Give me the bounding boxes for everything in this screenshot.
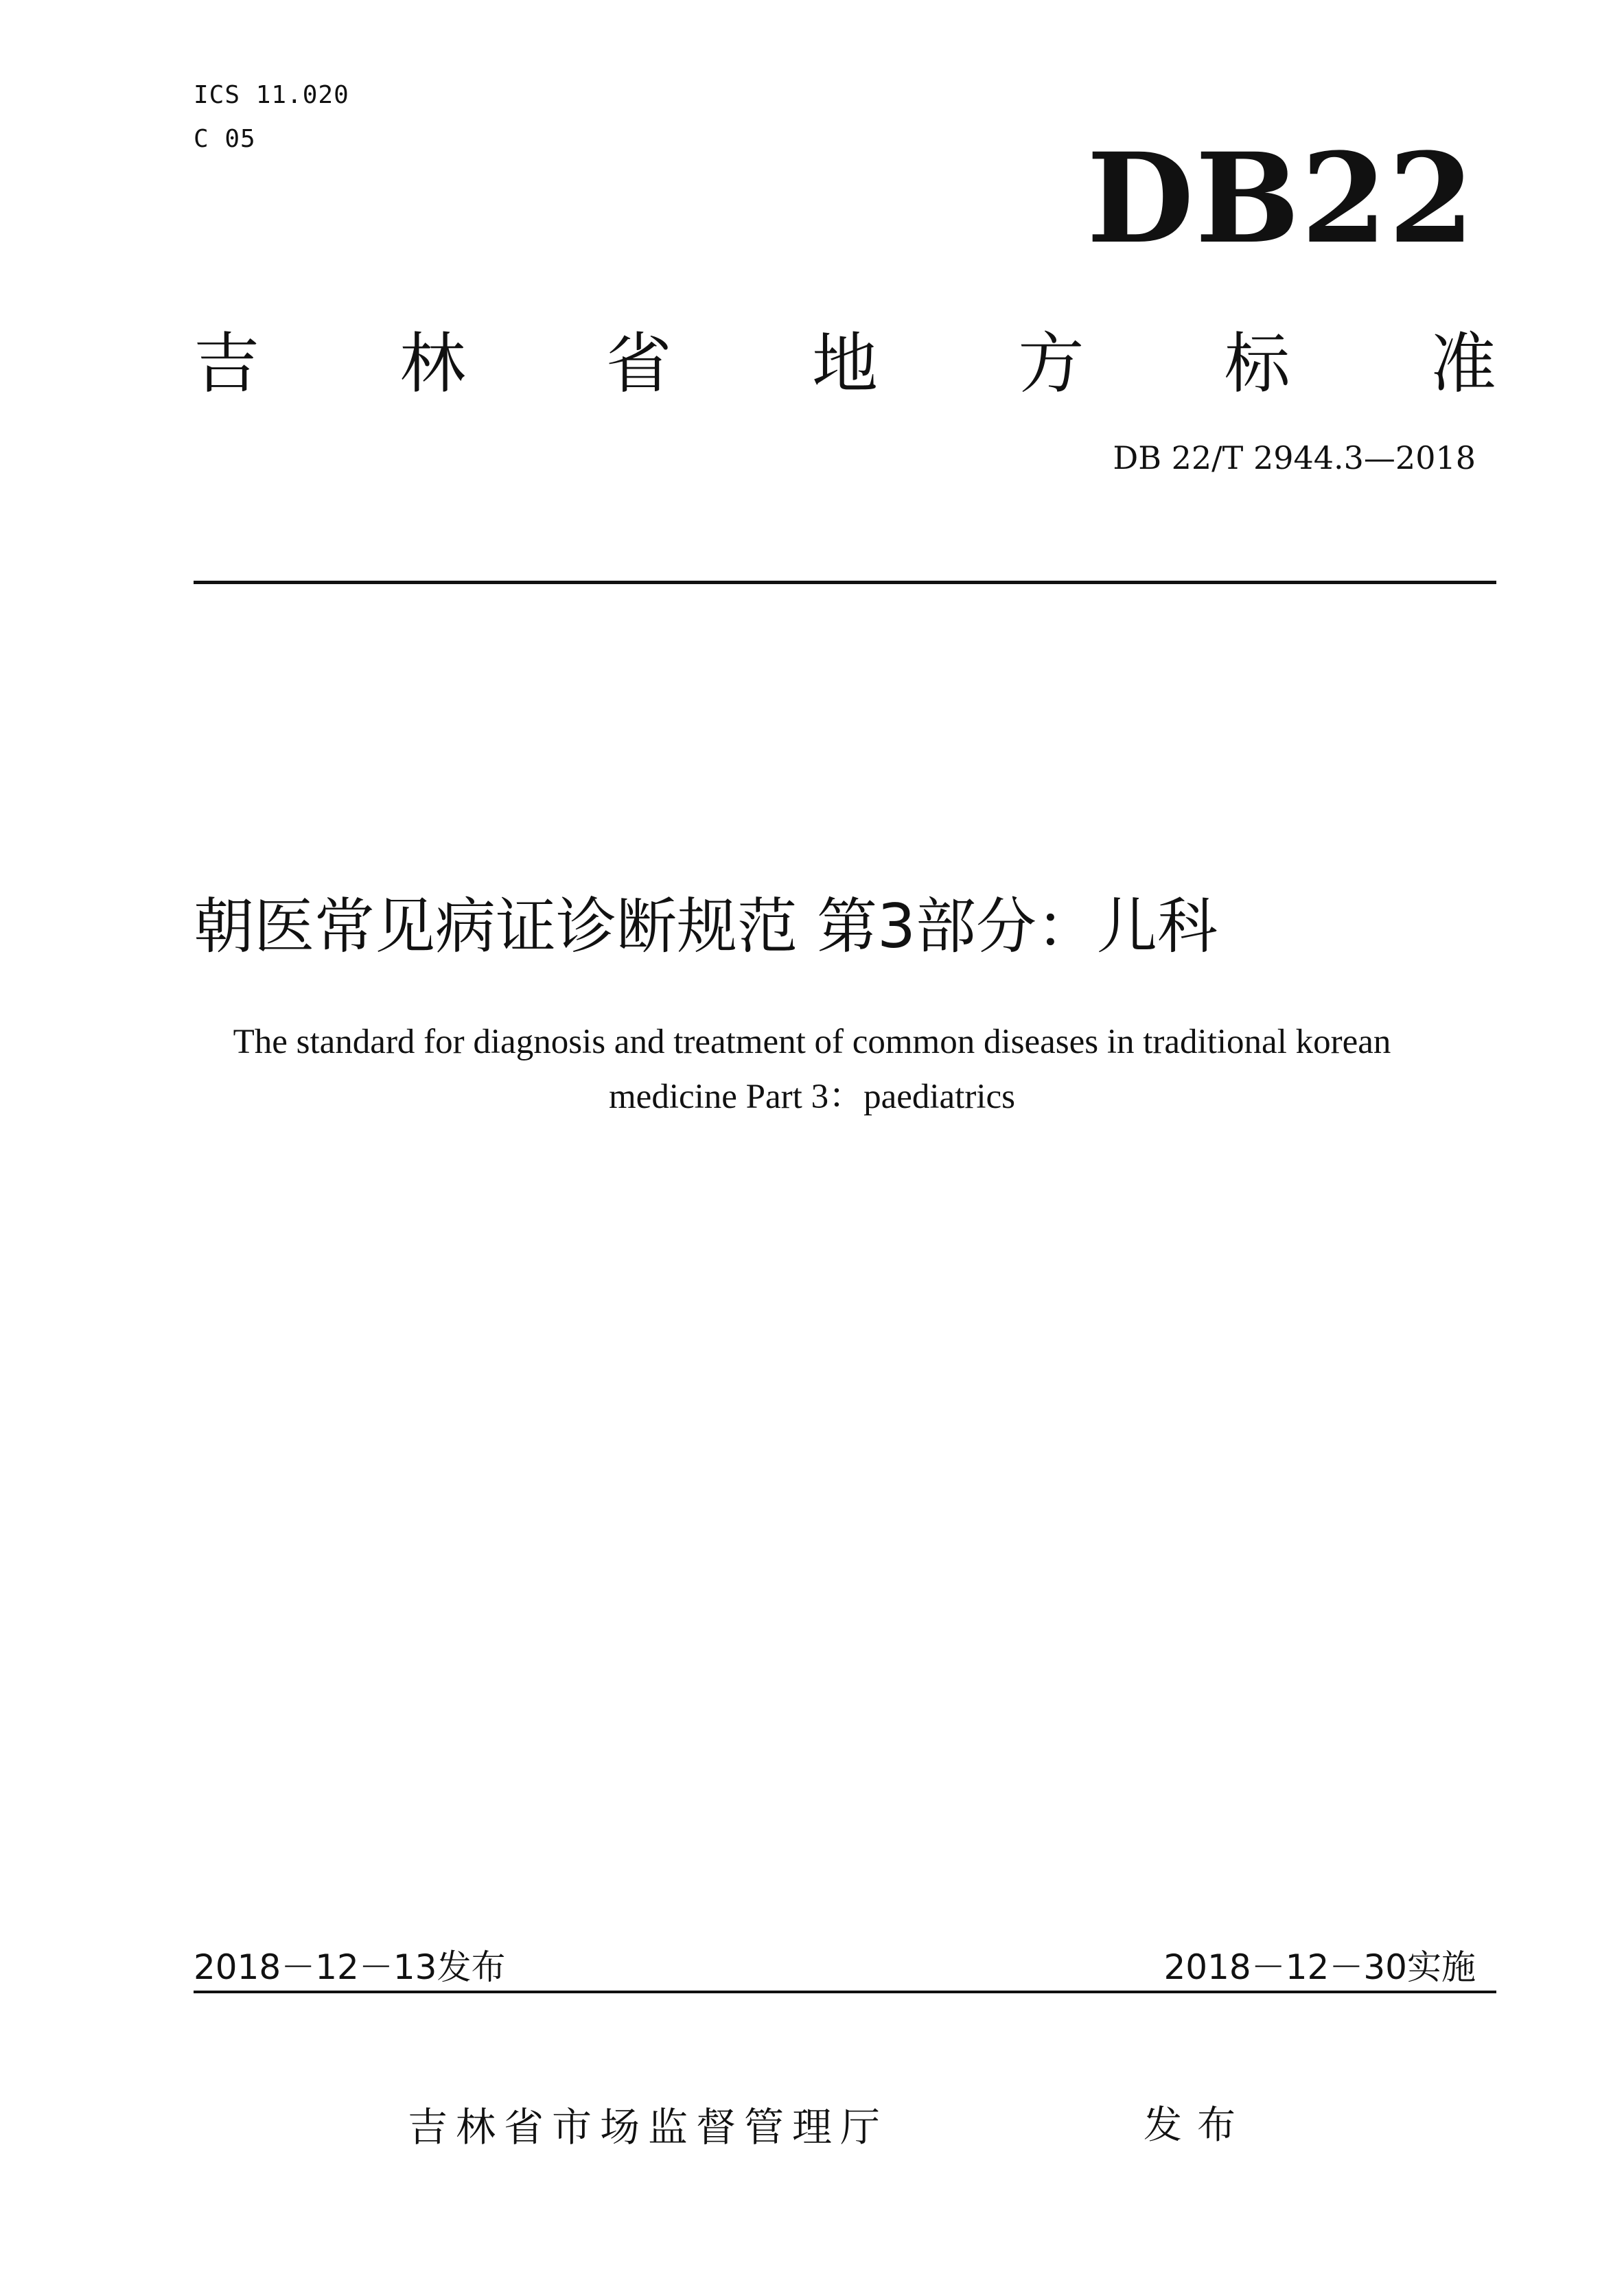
implementation-date: 2018－12－30实施 xyxy=(1163,1947,1476,1987)
standard-type-title xyxy=(194,317,1496,402)
issuing-authority: 吉林省市场监督管理厅 xyxy=(408,2104,889,2150)
issue-date: 2018－12－13发布 xyxy=(194,1947,506,1987)
english-title-line: medicine Part 3：paediatrics xyxy=(609,1078,1015,1116)
db-logo: DB22 xyxy=(1087,126,1476,271)
standard-type-char: 方 xyxy=(1018,325,1084,402)
standard-type-char: 省 xyxy=(605,325,672,402)
english-title xyxy=(124,1014,1500,1124)
standard-number: DB 22/T 2944.3—2018 xyxy=(1113,439,1476,476)
ccs-code: C 05 xyxy=(194,125,256,153)
standard-type-char: 林 xyxy=(399,325,466,402)
english-title-line: The standard for diagnosis and treatment of common diseases in traditional korean xyxy=(233,1023,1391,1061)
bottom-divider xyxy=(194,1991,1496,1993)
standard-type-char: 吉 xyxy=(194,325,259,402)
publish-label: 发布 xyxy=(1144,2103,1251,2148)
standard-type-char: 准 xyxy=(1430,325,1496,402)
standard-type-char: 地 xyxy=(811,325,878,402)
chinese-title: 朝医常见病证诊断规范 第3部分：儿科 xyxy=(194,891,1218,962)
ics-code: ICS 11.020 xyxy=(194,81,349,109)
standard-type-char: 标 xyxy=(1224,325,1290,402)
top-divider xyxy=(194,581,1496,584)
